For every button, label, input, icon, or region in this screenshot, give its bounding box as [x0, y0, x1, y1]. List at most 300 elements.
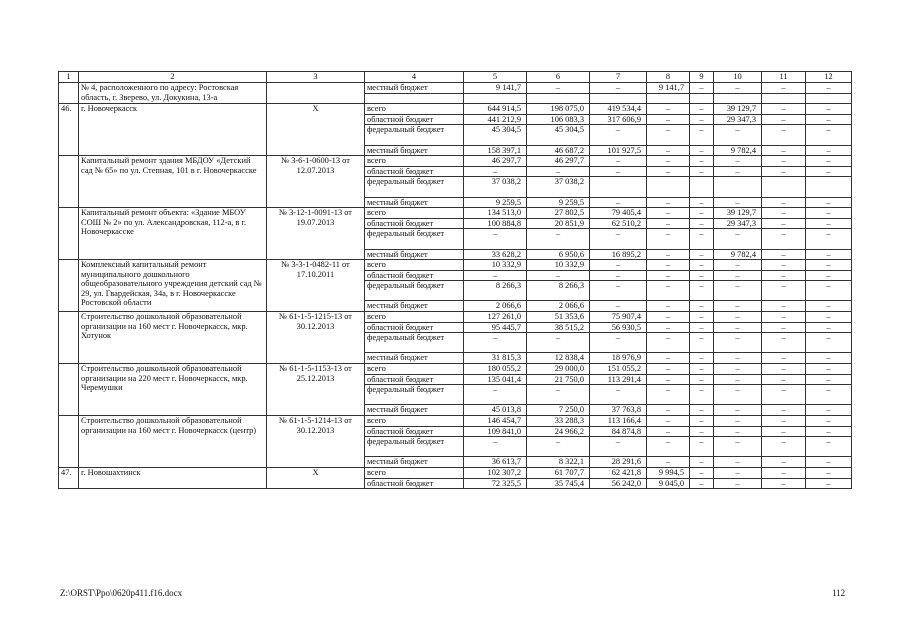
amount-cell: – — [714, 416, 762, 427]
amount-cell: – — [806, 197, 852, 208]
amount-cell: 6 950,6 — [527, 249, 590, 260]
amount-cell: 18 976,9 — [590, 353, 647, 364]
amount-cell: 79 405,4 — [590, 208, 647, 219]
amount-cell: 51 353,6 — [527, 312, 590, 323]
amount-cell: 20 851,9 — [527, 218, 590, 229]
amount-cell: 37 038,2 — [464, 177, 527, 197]
amount-cell: – — [647, 374, 690, 385]
amount-cell: – — [806, 301, 852, 312]
amount-cell: – — [527, 229, 590, 249]
amount-cell: – — [464, 270, 527, 281]
amount-cell: – — [806, 333, 852, 353]
amount-cell: – — [762, 437, 806, 457]
funding-source-cell: местный бюджет — [365, 405, 464, 416]
amount-cell: – — [527, 270, 590, 281]
amount-cell: – — [806, 218, 852, 229]
amount-cell: – — [806, 104, 852, 115]
amount-cell: 146 454,7 — [464, 416, 527, 427]
amount-cell: 46 297,7 — [464, 156, 527, 167]
amount-cell: – — [690, 374, 714, 385]
row-number-cell: 46. — [59, 104, 79, 156]
amount-cell: – — [806, 312, 852, 323]
funding-source-cell: местный бюджет — [365, 197, 464, 208]
amount-cell: – — [590, 333, 647, 353]
amount-cell: – — [590, 385, 647, 405]
amount-cell: – — [690, 364, 714, 375]
amount-cell — [464, 93, 527, 104]
amount-cell: – — [714, 301, 762, 312]
amount-cell: – — [714, 374, 762, 385]
amount-cell: – — [806, 405, 852, 416]
amount-cell: – — [690, 114, 714, 125]
amount-cell: – — [690, 145, 714, 156]
amount-cell: – — [464, 229, 527, 249]
amount-cell: 21 750,0 — [527, 374, 590, 385]
document-number-cell — [267, 83, 365, 104]
funding-source-cell: областной бюджет — [365, 426, 464, 437]
amount-cell — [714, 177, 762, 197]
amount-cell: – — [762, 281, 806, 301]
amount-cell: 46 297,7 — [527, 156, 590, 167]
amount-cell: – — [647, 405, 690, 416]
amount-cell: – — [690, 385, 714, 405]
amount-cell: – — [714, 364, 762, 375]
amount-cell: 45 304,5 — [527, 125, 590, 145]
amount-cell: – — [762, 208, 806, 219]
amount-cell: – — [762, 114, 806, 125]
amount-cell: – — [762, 374, 806, 385]
amount-cell: – — [690, 270, 714, 281]
column-number: 6 — [527, 72, 590, 83]
object-name-cell: г. Новочеркасск — [79, 104, 267, 156]
amount-cell: 102 307,2 — [464, 467, 527, 478]
amount-cell: 45 013,8 — [464, 405, 527, 416]
amount-cell: – — [806, 437, 852, 457]
amount-cell: – — [714, 166, 762, 177]
funding-source-cell: всего — [365, 260, 464, 271]
funding-source-cell: областной бюджет — [365, 322, 464, 333]
amount-cell: – — [806, 260, 852, 271]
footer-page-number: 112 — [832, 588, 846, 598]
amount-cell: – — [690, 197, 714, 208]
amount-cell: – — [762, 353, 806, 364]
amount-cell: 31 815,3 — [464, 353, 527, 364]
amount-cell: 9 782,4 — [714, 249, 762, 260]
amount-cell: – — [647, 208, 690, 219]
amount-cell: 9 141,7 — [647, 83, 690, 94]
amount-cell: – — [714, 385, 762, 405]
amount-cell: – — [714, 457, 762, 468]
amount-cell: – — [690, 405, 714, 416]
amount-cell — [690, 177, 714, 197]
table-body — [59, 72, 852, 489]
amount-cell: – — [762, 83, 806, 94]
amount-cell: – — [647, 104, 690, 115]
amount-cell: – — [647, 260, 690, 271]
amount-cell: – — [714, 333, 762, 353]
object-name-cell: г. Новошахтинск — [79, 467, 267, 488]
amount-cell: – — [527, 437, 590, 457]
amount-cell: – — [806, 166, 852, 177]
amount-cell — [714, 93, 762, 104]
amount-cell: – — [762, 197, 806, 208]
amount-cell: – — [806, 281, 852, 301]
amount-cell: – — [762, 145, 806, 156]
amount-cell: – — [806, 145, 852, 156]
table-row — [59, 364, 852, 375]
amount-cell: 46 687,2 — [527, 145, 590, 156]
funding-source-cell: местный бюджет — [365, 83, 464, 94]
amount-cell: 29 000,0 — [527, 364, 590, 375]
funding-source-cell: областной бюджет — [365, 374, 464, 385]
amount-cell: – — [806, 457, 852, 468]
object-name-cell: Комплексный капитальный ремонт муниципального дошкольного общеобразовательного учреждения детский сад № 29, ул. Гвардейская, 34а, в г. Новочеркасске Ростовской области — [79, 260, 267, 312]
amount-cell: – — [647, 218, 690, 229]
amount-cell: – — [464, 333, 527, 353]
column-number-row — [59, 72, 852, 83]
row-number-cell — [59, 83, 79, 104]
amount-cell: 441 212,9 — [464, 114, 527, 125]
amount-cell: – — [690, 478, 714, 489]
amount-cell: – — [647, 322, 690, 333]
amount-cell: 151 055,2 — [590, 364, 647, 375]
amount-cell: – — [762, 156, 806, 167]
amount-cell: – — [806, 364, 852, 375]
amount-cell: 37 038,2 — [527, 177, 590, 197]
amount-cell: – — [806, 353, 852, 364]
amount-cell: – — [690, 156, 714, 167]
amount-cell: 28 291,6 — [590, 457, 647, 468]
amount-cell: – — [690, 281, 714, 301]
amount-cell: – — [714, 353, 762, 364]
amount-cell: 37 763,8 — [590, 405, 647, 416]
amount-cell: – — [762, 364, 806, 375]
amount-cell: – — [647, 114, 690, 125]
amount-cell: – — [690, 416, 714, 427]
amount-cell: – — [690, 467, 714, 478]
amount-cell: 180 055,2 — [464, 364, 527, 375]
amount-cell: – — [590, 125, 647, 145]
column-number: 10 — [714, 72, 762, 83]
funding-source-cell: федеральный бюджет — [365, 229, 464, 249]
amount-cell: – — [806, 467, 852, 478]
amount-cell: – — [647, 416, 690, 427]
amount-cell: – — [762, 125, 806, 145]
amount-cell: – — [690, 457, 714, 468]
amount-cell: – — [590, 260, 647, 271]
row-number-cell — [59, 208, 79, 260]
amount-cell: 39 129,7 — [714, 104, 762, 115]
amount-cell: 9 045,0 — [647, 478, 690, 489]
amount-cell — [806, 93, 852, 104]
row-number-cell — [59, 156, 79, 208]
amount-cell: – — [647, 156, 690, 167]
amount-cell: – — [527, 166, 590, 177]
amount-cell: – — [806, 270, 852, 281]
amount-cell: – — [647, 312, 690, 323]
amount-cell: – — [714, 281, 762, 301]
amount-cell: – — [647, 249, 690, 260]
document-number-cell: № 3-12-1-0091-13 от 19.07.2013 — [267, 208, 365, 260]
amount-cell — [647, 177, 690, 197]
document-number-cell: № 3-6-1-0600-13 от 12.07.2013 — [267, 156, 365, 208]
amount-cell: 62 421,8 — [590, 467, 647, 478]
amount-cell: – — [690, 312, 714, 323]
funding-source-cell: местный бюджет — [365, 145, 464, 156]
amount-cell: – — [690, 353, 714, 364]
funding-source-cell: федеральный бюджет — [365, 177, 464, 197]
amount-cell: – — [690, 260, 714, 271]
amount-cell: – — [647, 437, 690, 457]
row-number-cell — [59, 416, 79, 468]
amount-cell — [806, 177, 852, 197]
amount-cell: – — [590, 437, 647, 457]
amount-cell — [590, 177, 647, 197]
document-number-cell: Х — [267, 104, 365, 156]
amount-cell: – — [762, 260, 806, 271]
amount-cell: 29 347,3 — [714, 114, 762, 125]
amount-cell: 12 838,4 — [527, 353, 590, 364]
amount-cell: – — [690, 125, 714, 145]
amount-cell: – — [590, 83, 647, 94]
column-number: 8 — [647, 72, 690, 83]
amount-cell: – — [590, 166, 647, 177]
amount-cell: 72 325,5 — [464, 478, 527, 489]
funding-source-cell: всего — [365, 416, 464, 427]
amount-cell: – — [762, 229, 806, 249]
amount-cell: – — [647, 333, 690, 353]
amount-cell: – — [806, 83, 852, 94]
amount-cell: – — [714, 83, 762, 94]
table-row — [59, 104, 852, 115]
object-name-cell: Строительство дошкольной образовательной организации на 160 мест г. Новочеркасск (центр) — [79, 416, 267, 468]
amount-cell: 106 083,3 — [527, 114, 590, 125]
table-row — [59, 312, 852, 323]
amount-cell: – — [690, 437, 714, 457]
amount-cell: – — [762, 312, 806, 323]
funding-source-cell: федеральный бюджет — [365, 385, 464, 405]
object-name-cell: Капитальный ремонт здания МБДОУ «Детский сад № 65» по ул. Степная, 101 в г. Новочеркасске — [79, 156, 267, 208]
column-number: 12 — [806, 72, 852, 83]
amount-cell: 10 332,9 — [464, 260, 527, 271]
amount-cell: – — [806, 374, 852, 385]
amount-cell: – — [590, 281, 647, 301]
amount-cell: – — [714, 478, 762, 489]
funding-source-cell: местный бюджет — [365, 301, 464, 312]
funding-source-cell: всего — [365, 467, 464, 478]
funding-source-cell: областной бюджет — [365, 166, 464, 177]
amount-cell: 9 259,5 — [527, 197, 590, 208]
document-number-cell: № 3-3-1-0482-11 от 17.10.2011 — [267, 260, 365, 312]
funding-source-cell: всего — [365, 312, 464, 323]
amount-cell: – — [762, 426, 806, 437]
amount-cell: – — [690, 301, 714, 312]
amount-cell: – — [527, 385, 590, 405]
amount-cell: – — [714, 156, 762, 167]
amount-cell: – — [690, 426, 714, 437]
amount-cell: – — [762, 249, 806, 260]
amount-cell: 198 075,0 — [527, 104, 590, 115]
object-name-cell: Капитальный ремонт объекта: «Здание МБОУ СОШ № 2» по ул. Александровская, 112-а, в г. Новочеркасске — [79, 208, 267, 260]
amount-cell: – — [806, 426, 852, 437]
amount-cell: 100 884,8 — [464, 218, 527, 229]
amount-cell: 644 914,5 — [464, 104, 527, 115]
amount-cell: – — [590, 301, 647, 312]
amount-cell: – — [527, 333, 590, 353]
funding-source-cell: федеральный бюджет — [365, 333, 464, 353]
column-number: 5 — [464, 72, 527, 83]
amount-cell: – — [714, 437, 762, 457]
amount-cell: – — [762, 405, 806, 416]
amount-cell: 33 628,2 — [464, 249, 527, 260]
amount-cell: – — [690, 208, 714, 219]
amount-cell: – — [690, 333, 714, 353]
amount-cell: – — [647, 385, 690, 405]
amount-cell: 7 250,0 — [527, 405, 590, 416]
amount-cell: 16 895,2 — [590, 249, 647, 260]
column-number: 2 — [79, 72, 267, 83]
amount-cell — [690, 93, 714, 104]
amount-cell: – — [464, 166, 527, 177]
amount-cell: – — [647, 353, 690, 364]
document-number-cell: Х — [267, 467, 365, 488]
amount-cell: 113 291,4 — [590, 374, 647, 385]
amount-cell: – — [714, 312, 762, 323]
row-number-cell: 47. — [59, 467, 79, 488]
amount-cell: – — [714, 229, 762, 249]
amount-cell: – — [806, 125, 852, 145]
object-name-cell: Строительство дошкольной образовательной организации на 220 мест г. Новочеркасск, мкр. Черемушки — [79, 364, 267, 416]
amount-cell: – — [590, 197, 647, 208]
amount-cell: 2 066,6 — [527, 301, 590, 312]
amount-cell: – — [590, 156, 647, 167]
funding-source-cell: местный бюджет — [365, 353, 464, 364]
amount-cell: – — [527, 83, 590, 94]
column-number: 11 — [762, 72, 806, 83]
table-row — [59, 208, 852, 219]
amount-cell: – — [714, 426, 762, 437]
amount-cell: 8 322,1 — [527, 457, 590, 468]
document-number-cell: № 61-1-5-1214-13 от 30.12.2013 — [267, 416, 365, 468]
funding-source-cell: областной бюджет — [365, 478, 464, 489]
amount-cell: 9 994,5 — [647, 467, 690, 478]
amount-cell: 35 745,4 — [527, 478, 590, 489]
amount-cell: 38 515,2 — [527, 322, 590, 333]
amount-cell: 8 266,3 — [464, 281, 527, 301]
amount-cell: 158 397,1 — [464, 145, 527, 156]
row-number-cell — [59, 260, 79, 312]
amount-cell: – — [647, 197, 690, 208]
amount-cell: – — [806, 322, 852, 333]
amount-cell: – — [762, 218, 806, 229]
amount-cell: – — [806, 229, 852, 249]
amount-cell: – — [806, 114, 852, 125]
amount-cell: 29 347,3 — [714, 218, 762, 229]
amount-cell: – — [647, 125, 690, 145]
amount-cell: – — [714, 125, 762, 145]
amount-cell: 113 166,4 — [590, 416, 647, 427]
amount-cell: – — [762, 301, 806, 312]
amount-cell: – — [590, 270, 647, 281]
amount-cell: 36 613,7 — [464, 457, 527, 468]
amount-cell: – — [714, 260, 762, 271]
amount-cell: 135 041,4 — [464, 374, 527, 385]
funding-source-cell: федеральный бюджет — [365, 437, 464, 457]
amount-cell: 9 782,4 — [714, 145, 762, 156]
table-row — [59, 416, 852, 427]
amount-cell: 317 606,9 — [590, 114, 647, 125]
amount-cell: – — [647, 281, 690, 301]
amount-cell: – — [806, 478, 852, 489]
funding-source-cell: всего — [365, 104, 464, 115]
amount-cell: – — [464, 385, 527, 405]
amount-cell — [762, 93, 806, 104]
amount-cell: – — [762, 385, 806, 405]
funding-source-cell: всего — [365, 364, 464, 375]
table-row — [59, 156, 852, 167]
amount-cell: 10 332,9 — [527, 260, 590, 271]
budget-table — [58, 71, 852, 489]
table-row — [59, 467, 852, 478]
amount-cell: 419 534,4 — [590, 104, 647, 115]
funding-source-cell: областной бюджет — [365, 114, 464, 125]
amount-cell: 56 242,0 — [590, 478, 647, 489]
amount-cell: – — [690, 322, 714, 333]
column-number: 7 — [590, 72, 647, 83]
amount-cell: 27 802,5 — [527, 208, 590, 219]
amount-cell: 33 288,3 — [527, 416, 590, 427]
funding-source-cell: всего — [365, 156, 464, 167]
amount-cell: – — [647, 145, 690, 156]
amount-cell: – — [762, 457, 806, 468]
row-number-cell — [59, 312, 79, 364]
amount-cell — [647, 93, 690, 104]
amount-cell: – — [762, 467, 806, 478]
amount-cell: – — [762, 166, 806, 177]
amount-cell: 9 141,7 — [464, 83, 527, 94]
amount-cell: – — [806, 249, 852, 260]
column-number: 3 — [267, 72, 365, 83]
amount-cell: – — [647, 301, 690, 312]
funding-source-cell: федеральный бюджет — [365, 281, 464, 301]
funding-source-cell: всего — [365, 208, 464, 219]
amount-cell: – — [762, 416, 806, 427]
amount-cell: – — [806, 385, 852, 405]
footer-file-path: Z:\ORST\Ppo\0620p411.f16.docx — [60, 588, 183, 598]
amount-cell: – — [714, 322, 762, 333]
amount-cell: 101 927,5 — [590, 145, 647, 156]
amount-cell: – — [714, 405, 762, 416]
table-row — [59, 260, 852, 271]
funding-source-cell — [365, 93, 464, 104]
amount-cell: – — [690, 104, 714, 115]
amount-cell: 61 707,7 — [527, 467, 590, 478]
funding-source-cell: местный бюджет — [365, 457, 464, 468]
amount-cell — [527, 93, 590, 104]
table-row — [59, 83, 852, 94]
column-number: 4 — [365, 72, 464, 83]
document-number-cell: № 61-1-5-1153-13 от 25.12.2013 — [267, 364, 365, 416]
amount-cell: – — [762, 270, 806, 281]
amount-cell: – — [690, 218, 714, 229]
amount-cell: – — [690, 249, 714, 260]
amount-cell: 84 874,8 — [590, 426, 647, 437]
funding-source-cell: областной бюджет — [365, 270, 464, 281]
amount-cell: – — [647, 270, 690, 281]
amount-cell — [762, 177, 806, 197]
object-name-cell: № 4, расположенного по адресу: Ростовская область, г. Зверево, ул. Докукина, 13-а — [79, 83, 267, 104]
amount-cell: – — [806, 208, 852, 219]
